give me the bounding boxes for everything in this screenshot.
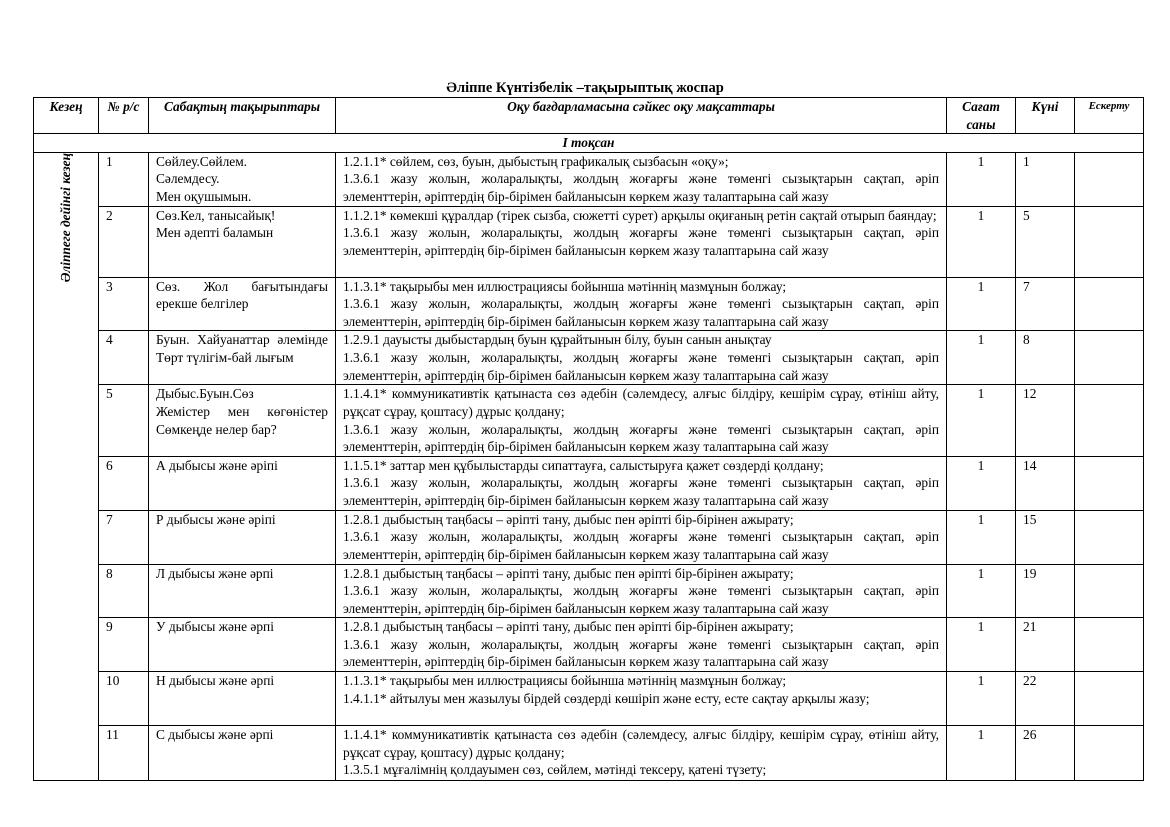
date-cell: 7 [1016,277,1075,331]
table-row [34,510,1144,564]
date-cell: 12 [1016,385,1075,456]
row-number: 10 [99,672,149,726]
hours-cell: 1 [947,385,1016,456]
note-cell [1075,510,1144,564]
date-cell: 19 [1016,564,1075,618]
row-number: 7 [99,510,149,564]
table-row [34,385,1144,456]
header-date: Күні [1016,98,1075,134]
header-note: Ескерту [1075,98,1144,134]
quarter-label: І тоқсан [34,134,1144,153]
topic-line: У дыбысы және әрпі [156,619,274,635]
date-cell: 26 [1016,726,1075,781]
topic-line: Р дыбысы және әріпі [156,511,276,527]
topic-line: Буын. Хайуанаттар әлемінде Төрт түлігім-бай лығым [156,332,328,365]
goals-cell [336,331,947,385]
hours-cell: 1 [947,564,1016,618]
table-row [34,672,1144,726]
goal-item: 1.3.6.1 жазу жолын, жоларалықты, жолдың жоғарғы және төменгі сызықтарын сақтап, әріп элементтерін, әріптердің бір-бірімен байланысын көркем жазу талаптарына сай жазу [343,583,939,616]
note-cell [1075,564,1144,618]
date-cell: 15 [1016,510,1075,564]
date-cell: 5 [1016,206,1075,277]
period-cell [34,152,99,780]
header-period: Кезең [34,98,99,134]
period-label: Әліппеге дейінгі кезең [58,152,74,283]
goal-item: 1.3.6.1 жазу жолын, жоларалықты, жолдың жоғарғы және төменгі сызықтарын сақтап, әріп элементтерін, әріптердің бір-бірімен байланысын көркем жазу талаптарына сай жазу [343,296,939,329]
goals-cell [336,277,947,331]
topic-cell [149,618,336,672]
date-cell: 1 [1016,152,1075,206]
hours-cell: 1 [947,331,1016,385]
goals-cell [336,456,947,510]
row-number: 3 [99,277,149,331]
note-cell [1075,618,1144,672]
topic-line: С дыбысы және әрпі [156,727,274,743]
header-topics: Сабақтың тақырыптары [149,98,336,134]
goal-item: 1.3.6.1 жазу жолын, жоларалықты, жолдың жоғарғы және төменгі сызықтарын сақтап, әріп элементтерін, әріптердің бір-бірімен байланысын көркем жазу талаптарына сай жазу [343,529,939,562]
topic-line: Мен әдепті баламын [156,225,274,241]
header-number: № р/с [99,98,149,134]
topic-line: Сәлемдесу. [156,171,220,187]
goal-item: 1.3.6.1 жазу жолын, жоларалықты, жолдың жоғарғы және төменгі сызықтарын сақтап, әріп элементтерін, әріптердің бір-бірімен байланысын көркем жазу талаптарына сай жазу [343,421,939,455]
hours-cell: 1 [947,206,1016,277]
topic-cell [149,564,336,618]
quarter-row [34,134,1144,153]
topic-line: Сөз.Кел, танысайық! [156,207,276,223]
goal-item: 1.4.1.1* айтылуы мен жазылуы бірдей сөздерді көшіріп және есту, есте сақтау арқылы жазу; [343,690,870,706]
goal-item: 1.3.5.1 мұғалімнің қолдауымен сөз, сөйлем, мәтінді тексеру, қатені түзету; [343,762,767,778]
table-row [34,152,1144,206]
row-number: 8 [99,564,149,618]
hours-cell: 1 [947,672,1016,726]
hours-cell: 1 [947,510,1016,564]
note-cell [1075,672,1144,726]
goal-item: 1.3.6.1 жазу жолын, жоларалықты, жолдың жоғарғы және төменгі сызықтарын сақтап, әріп элементтерін, әріптердің бір-бірімен байланысын көркем жазу талаптарына сай жазу [343,349,939,383]
goals-cell [336,618,947,672]
goals-cell [336,564,947,618]
goal-item: 1.1.5.1* заттар мен құбылыстарды сипаттауға, салыстыруға қажет сөздерді қолдану; [343,457,824,473]
table-row [34,618,1144,672]
goal-item: 1.2.1.1* сөйлем, сөз, буын, дыбыстың графикалық сызбасын «оқу»; [343,153,729,169]
goal-item: 1.3.6.1 жазу жолын, жоларалықты, жолдың жоғарғы және төменгі сызықтарын сақтап, әріп элементтерін, әріптердің бір-бірімен байланысын көркем жазу талаптарына сай жазу [343,171,939,204]
goals-cell [336,206,947,277]
note-cell [1075,206,1144,277]
topic-line: А дыбысы және әріпі [156,457,278,473]
note-cell [1075,152,1144,206]
goal-item: 1.3.6.1 жазу жолын, жоларалықты, жолдың жоғарғы және төменгі сызықтарын сақтап, әріп элементтерін, әріптердің бір-бірімен байланысын көркем жазу талаптарына сай жазу [343,475,939,508]
document-title: Әліппе Күнтізбелік –тақырыптық жоспар [446,80,724,96]
table-row [34,331,1144,385]
row-number: 2 [99,206,149,277]
row-number: 9 [99,618,149,672]
goal-item: 1.3.6.1 жазу жолын, жоларалықты, жолдың жоғарғы және төменгі сызықтарын сақтап, әріп элементтерін, әріптердің бір-бірімен байланысын көркем жазу талаптарына сай жазу [343,225,939,258]
date-cell: 8 [1016,331,1075,385]
topic-cell [149,672,336,726]
goals-cell [336,672,947,726]
topic-line: Сөз. Жол бағытындағы ерекше белгілер [156,278,328,312]
goal-item: 1.1.3.1* тақырыбы мен иллюстрациясы бойынша мәтіннің мазмұнын болжау; [343,278,787,294]
row-number: 5 [99,385,149,456]
topic-line: Мен оқушымын. [156,188,252,204]
header-goals: Оқу бағдарламасына сәйкес оқу мақсаттары [336,98,947,134]
goal-item: 1.2.9.1 дауысты дыбыстардың буын құрайтынын білу, буын санын анықтау [343,332,772,348]
topic-cell [149,726,336,781]
topic-cell [149,510,336,564]
topic-cell [149,152,336,206]
goals-cell [336,510,947,564]
table-row [34,277,1144,331]
hours-cell: 1 [947,618,1016,672]
topic-line: Сөйлеу.Сөйлем. [156,153,248,169]
table-row [34,564,1144,618]
topic-line: Н дыбысы және әрпі [156,673,275,689]
goal-item: 1.1.2.1* көмекші құралдар (тірек сызба, сюжетті сурет) арқылы оқиғаның ретін сақтай отырып баяндау; [343,207,937,223]
header-hours: Сағат саны [947,98,1016,134]
topic-line: Дыбыс.Буын.Сөз [156,386,254,402]
note-cell [1075,385,1144,456]
table-row [34,456,1144,510]
topic-cell [149,206,336,277]
date-cell: 14 [1016,456,1075,510]
plan-table [33,97,1144,781]
topic-cell [149,277,336,331]
note-cell [1075,277,1144,331]
hours-cell: 1 [947,152,1016,206]
goal-item: 1.2.8.1 дыбыстың таңбасы – әріпті тану, дыбыс пен әріпті бір-бірінен ажырату; [343,565,794,581]
topic-line: Л дыбысы және әрпі [156,565,274,581]
note-cell [1075,726,1144,781]
header-row [34,98,1144,134]
note-cell [1075,456,1144,510]
row-number: 4 [99,331,149,385]
goal-item: 1.1.3.1* тақырыбы мен иллюстрациясы бойынша мәтіннің мазмұнын болжау; [343,673,787,689]
goal-item: 1.2.8.1 дыбыстың таңбасы – әріпті тану, дыбыс пен әріпті бір-бірінен ажырату; [343,619,794,635]
topic-cell [149,456,336,510]
date-cell: 21 [1016,618,1075,672]
goal-item: 1.1.4.1* коммуникативтік қатынаста сөз әдебін (сәлемдесу, алғыс білдіру, кешірім сұрау, өтініш айту, рұқсат сұрау, қоштасу) дұрыс қолдану; [343,386,939,419]
row-number: 6 [99,456,149,510]
topic-line: Жемістер мен көгөністер Сөмкеңде нелер бар? [156,403,328,437]
table-row [34,206,1144,277]
hours-cell: 1 [947,726,1016,781]
goal-item: 1.2.8.1 дыбыстың таңбасы – әріпті тану, дыбыс пен әріпті бір-бірінен ажырату; [343,511,794,527]
topic-cell [149,385,336,456]
date-cell: 22 [1016,672,1075,726]
row-number: 11 [99,726,149,781]
goals-cell [336,152,947,206]
goal-item: 1.1.4.1* коммуникативтік қатынаста сөз әдебін (сәлемдесу, алғыс білдіру, кешірім сұрау, өтініш айту, рұқсат сұрау, қоштасу) дұрыс қолдану; [343,727,939,760]
goals-cell [336,385,947,456]
row-number: 1 [99,152,149,206]
goals-cell [336,726,947,781]
note-cell [1075,331,1144,385]
goal-item: 1.3.6.1 жазу жолын, жоларалықты, жолдың жоғарғы және төменгі сызықтарын сақтап, әріп элементтерін, әріптердің бір-бірімен байланысын көркем жазу талаптарына сай жазу [343,636,939,670]
topic-cell [149,331,336,385]
table-row [34,726,1144,781]
hours-cell: 1 [947,277,1016,331]
hours-cell: 1 [947,456,1016,510]
